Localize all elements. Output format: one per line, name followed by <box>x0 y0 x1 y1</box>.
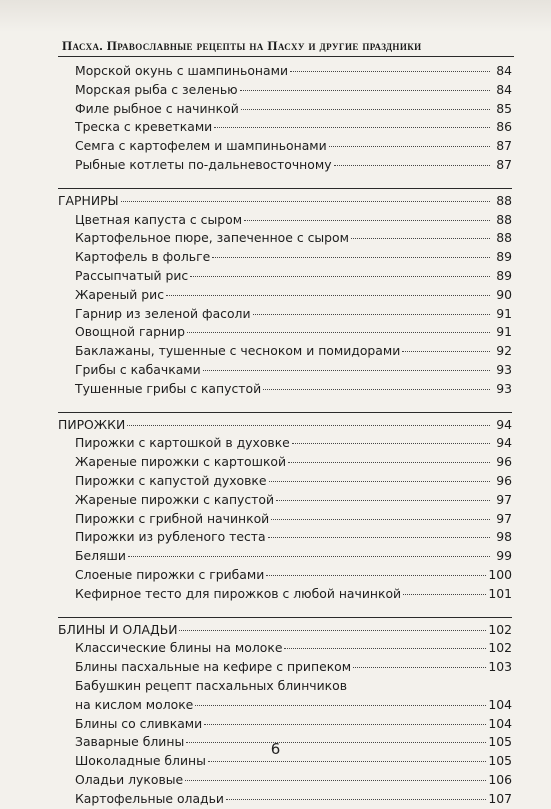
entry-title: Рассыпчатый рис <box>75 267 189 283</box>
dot-leader <box>127 425 490 426</box>
entry-page: 84 <box>496 63 512 78</box>
entry-title: Семга с картофелем и шампиньонами <box>75 138 327 154</box>
entry-title: Оладьи луковые <box>75 771 184 787</box>
dot-leader <box>402 351 490 352</box>
dot-leader <box>276 500 490 501</box>
toc-entry <box>58 586 512 605</box>
dot-leader <box>121 201 491 202</box>
entry-title: Пирожки с картошкой в духовке <box>75 435 290 451</box>
toc-section-heading <box>58 417 512 436</box>
toc-entry <box>58 659 512 678</box>
entry-title: Рыбные котлеты по-дальневосточному <box>75 156 332 172</box>
dot-leader <box>284 648 486 649</box>
entry-page: 86 <box>496 119 512 135</box>
entry-page: 89 <box>496 249 512 265</box>
entry-page: 107 <box>488 790 512 806</box>
toc-entry <box>58 640 512 659</box>
dot-leader <box>166 295 490 296</box>
toc-section-heading <box>58 622 512 641</box>
dot-leader <box>195 705 486 706</box>
entry-title: Гарнир из зеленой фасоли <box>75 305 251 321</box>
entry-page: 91 <box>496 305 512 321</box>
entry-page: 87 <box>496 138 512 154</box>
dot-leader <box>190 276 490 277</box>
toc-entry <box>58 249 512 268</box>
page-number: 6 <box>270 740 281 758</box>
toc-entry <box>58 473 512 492</box>
entry-title: Баклажаны, тушенные с чесноком и помидорами <box>75 343 401 359</box>
dot-leader <box>329 146 490 147</box>
entry-title: Жареные пирожки с капустой <box>75 491 275 507</box>
table-of-contents <box>58 63 512 809</box>
toc-entry <box>58 82 512 101</box>
entry-page: 97 <box>496 510 512 526</box>
entry-title: ПИРОЖКИ <box>58 416 126 432</box>
entry-title: на кислом молоке <box>75 696 194 712</box>
entry-page: 94 <box>496 435 512 451</box>
entry-page: 96 <box>496 472 512 488</box>
entry-page: 94 <box>496 416 512 432</box>
dot-leader <box>212 257 490 258</box>
dot-leader <box>263 389 490 390</box>
entry-title: Бабушкин рецепт пасхальных блинчиков <box>75 677 348 693</box>
entry-page: 89 <box>496 267 512 283</box>
entry-page: 99 <box>496 548 512 564</box>
dot-leader <box>208 761 486 762</box>
entry-title: Морской окунь с шампиньонами <box>75 63 289 78</box>
toc-entry <box>58 287 512 306</box>
toc-entry <box>58 492 512 511</box>
dot-leader <box>353 667 486 668</box>
entry-title: Картофельные оладьи <box>75 790 224 806</box>
entry-title: Жареные пирожки с картошкой <box>75 454 287 470</box>
dot-leader <box>244 220 490 221</box>
entry-title: ГАРНИРЫ <box>58 192 119 208</box>
entry-page: 104 <box>488 696 512 712</box>
entry-title: Филе рыбное с начинкой <box>75 100 239 116</box>
entry-page: 105 <box>488 734 512 750</box>
dot-leader <box>253 314 490 315</box>
entry-title: Овощной гарнир <box>75 324 185 340</box>
toc-entry <box>58 268 512 287</box>
entry-page: 105 <box>488 753 512 769</box>
entry-title: Кефирное тесто для пирожков с любой начинкой <box>75 585 402 601</box>
entry-title: Жареный рис <box>75 286 165 302</box>
toc-entry <box>58 678 512 697</box>
dot-leader <box>269 481 490 482</box>
toc-entry <box>58 306 512 325</box>
dot-leader <box>403 594 486 595</box>
dot-leader <box>185 780 486 781</box>
toc-entry-continuation <box>58 697 512 716</box>
toc-entry <box>58 548 512 567</box>
toc-entry <box>58 101 512 120</box>
entry-page: 93 <box>496 380 512 396</box>
dot-leader <box>266 575 486 576</box>
entry-page: 84 <box>496 81 512 97</box>
dot-leader <box>187 332 490 333</box>
entry-title: Шоколадные блины <box>75 753 206 769</box>
toc-entry <box>58 138 512 157</box>
page-top-shadow <box>0 0 551 32</box>
dot-leader <box>204 724 486 725</box>
entry-title: Заварные блины <box>75 734 185 750</box>
entry-page: 85 <box>496 100 512 116</box>
entry-title: Картофель в фольге <box>75 249 211 265</box>
entry-page: 102 <box>488 640 512 656</box>
dot-leader <box>271 519 490 520</box>
entry-title: Блины со сливками <box>75 715 203 731</box>
entry-page: 101 <box>488 585 512 601</box>
entry-title: Цветная капуста с сыром <box>75 211 243 227</box>
entry-page: 102 <box>488 621 512 637</box>
entry-title: Пирожки из рубленого теста <box>75 529 266 545</box>
entry-title: Блины пасхальные на кефире с припеком <box>75 659 352 675</box>
entry-page: 97 <box>496 491 512 507</box>
running-header: Пасха. Православные рецепты на Пасху и другие праздники <box>62 38 422 53</box>
entry-title: Пирожки с капустой духовке <box>75 472 267 488</box>
entry-title: Треска с креветками <box>75 119 213 135</box>
entry-title: Пирожки с грибной начинкой <box>75 510 270 526</box>
entry-title: Беляши <box>75 548 126 564</box>
toc-entry <box>58 716 512 735</box>
entry-page: 93 <box>496 361 512 377</box>
toc-entry <box>58 454 512 473</box>
entry-page: 98 <box>496 529 512 545</box>
dot-leader <box>292 443 490 444</box>
dot-leader <box>240 90 490 91</box>
dot-leader <box>351 238 490 239</box>
toc-entry <box>58 511 512 530</box>
entry-title: Грибы с кабачками <box>75 361 201 377</box>
dot-leader <box>288 462 490 463</box>
toc-entry <box>58 343 512 362</box>
toc-entry <box>58 381 512 400</box>
entry-page: 100 <box>488 566 512 582</box>
toc-entry <box>58 567 512 586</box>
entry-page: 103 <box>488 659 512 675</box>
toc-entry <box>58 362 512 381</box>
toc-entry <box>58 772 512 791</box>
toc-entry <box>58 212 512 231</box>
entry-page: 96 <box>496 454 512 470</box>
entry-page: 87 <box>496 156 512 172</box>
dot-leader <box>334 165 490 166</box>
entry-page: 104 <box>488 715 512 731</box>
entry-page: 90 <box>496 286 512 302</box>
entry-page: 88 <box>496 230 512 246</box>
toc-entry <box>58 230 512 249</box>
dot-leader <box>241 109 490 110</box>
entry-page: 88 <box>496 192 512 208</box>
entry-title: БЛИНЫ И ОЛАДЬИ <box>58 621 178 637</box>
toc-entry <box>58 529 512 548</box>
dot-leader <box>290 71 490 72</box>
entry-page: 92 <box>496 343 512 359</box>
entry-title: Морская рыба с зеленью <box>75 81 238 97</box>
toc-entry <box>58 157 512 176</box>
dot-leader <box>214 127 490 128</box>
toc-entry <box>58 435 512 454</box>
entry-title: Классические блины на молоке <box>75 640 283 656</box>
entry-title: Слоеные пирожки с грибами <box>75 566 265 582</box>
header-rule <box>58 56 514 57</box>
dot-leader <box>179 630 486 631</box>
dot-leader <box>268 537 490 538</box>
dot-leader <box>128 556 490 557</box>
entry-title: Картофельное пюре, запеченное с сыром <box>75 230 349 246</box>
toc-entry <box>58 324 512 343</box>
entry-page: 91 <box>496 324 512 340</box>
entry-title: Тушенные грибы с капустой <box>75 380 262 396</box>
dot-leader <box>203 370 490 371</box>
toc-section-heading <box>58 193 512 212</box>
entry-page: 88 <box>496 211 512 227</box>
entry-page: 106 <box>488 771 512 787</box>
toc-entry <box>58 119 512 138</box>
toc-entry <box>58 63 512 82</box>
